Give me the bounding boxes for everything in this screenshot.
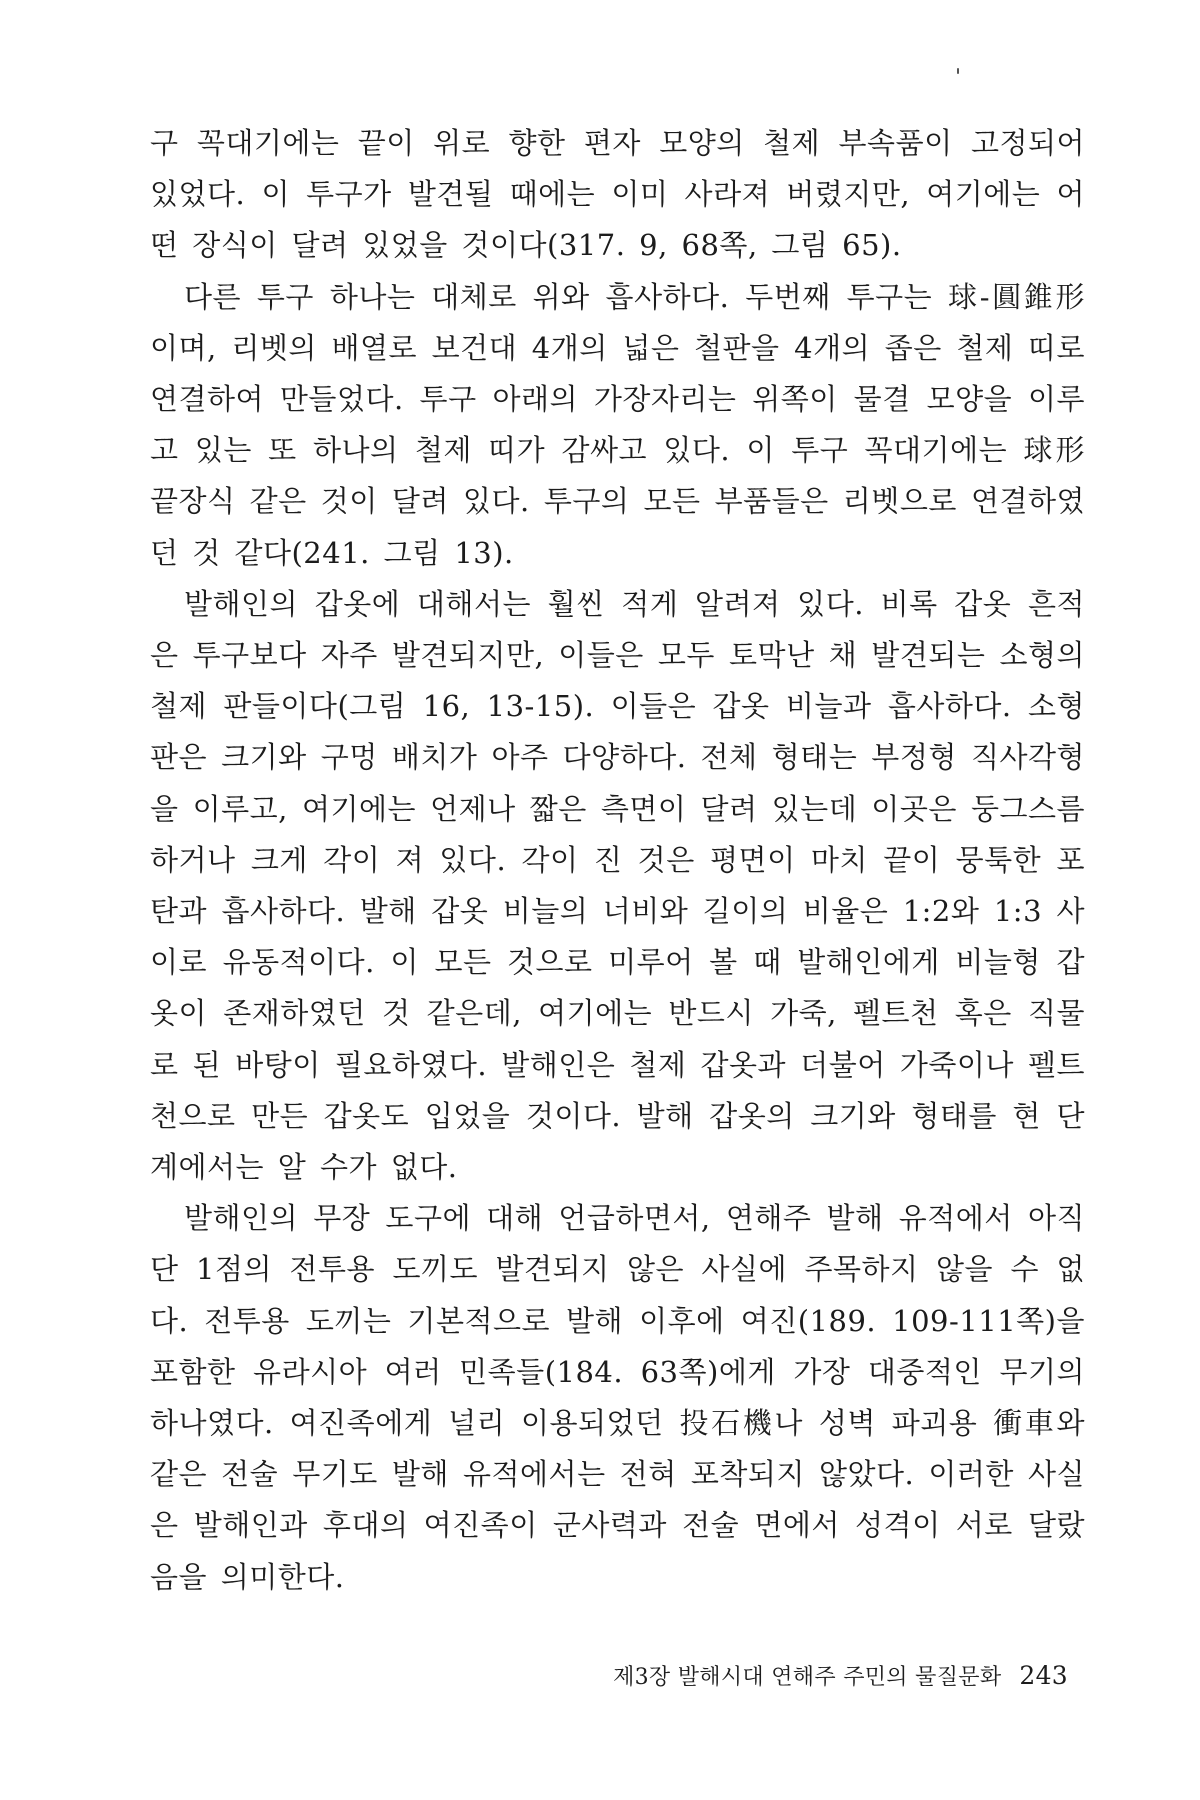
body-text [150,118,1085,1603]
chapter-title: 제3장 발해시대 연해주 주민의 물질문화 [613,1665,1002,1690]
paragraph-3: 발해인의 갑옷에 대해서는 훨씬 적게 알려져 있다. 비록 갑옷 흔적은 투구보다 자주 발견되지만, 이들은 모두 토막난 채 발견되는 소형의 철제 판들이다(그림 16, 13-15). 이들은 갑옷 비늘과 흡사하다. 소형판은 크기와 구멍 배치가 아주 다양하다. 전체 형태는 부정형 직사각형을 이루고, 여기에는 언제나 짧은 측면이 달려 있는데 이곳은 둥그스름하거나 크게 각이 져 있다. 각이 진 것은 평면이 마치 끝이 뭉툭한 포탄과 흡사하다. 발해 갑옷 비늘의 너비와 길이의 비율은 1:2와 1:3 사이로 유동적이다. 이 모든 것으로 미루어 볼 때 발해인에게 비늘형 갑옷이 존재하였던 것 같은데, 여기에는 반드시 가죽, 펠트천 혹은 직물로 된 바탕이 필요하였다. 발해인은 철제 갑옷과 더불어 가죽이나 펠트천으로 만든 갑옷도 입었을 것이다. 발해 갑옷의 크기와 형태를 현 단계에서는 알 수가 없다. [150,586,1085,1185]
paragraph-2: 다른 투구 하나는 대체로 위와 흡사하다. 두번째 투구는 球-圓錐形이며, 리벳의 배열로 보건대 4개의 넓은 철판을 4개의 좁은 철제 띠로 연결하여 만들었다. 투구 아래의 가장자리는 위쪽이 물결 모양을 이루고 있는 또 하나의 철제 띠가 감싸고 있다. 이 투구 꼭대기에는 球形 끝장식 같은 것이 달려 있다. 투구의 모든 부품들은 리벳으로 연결하였던 것 같다(241. 그림 13). [150,279,1085,570]
running-footer [613,1660,1068,1691]
scan-speck [957,68,959,74]
paragraph-1: 구 꼭대기에는 끝이 위로 향한 편자 모양의 철제 부속품이 고정되어 있었다. 이 투구가 발견될 때에는 이미 사라져 버렸지만, 여기에는 어떤 장식이 달려 있었을 것이다(317. 9, 68쪽, 그림 65). [150,126,1085,263]
paragraph-4: 발해인의 무장 도구에 대해 언급하면서, 연해주 발해 유적에서 아직 단 1점의 전투용 도끼도 발견되지 않은 사실에 주목하지 않을 수 없다. 전투용 도끼는 기본적으로 발해 이후에 여진(189. 109-111쪽)을 포함한 유라시아 여러 민족들(184. 63쪽)에게 가장 대중적인 무기의 하나였다. 여진족에게 널리 이용되었던 投石機나 성벽 파괴용 衝車와 같은 전술 무기도 발해 유적에서는 전혀 포착되지 않았다. 이러한 사실은 발해인과 후대의 여진족이 군사력과 전술 면에서 성격이 서로 달랐음을 의미한다. [150,1201,1085,1594]
page-number: 243 [1019,1661,1068,1690]
